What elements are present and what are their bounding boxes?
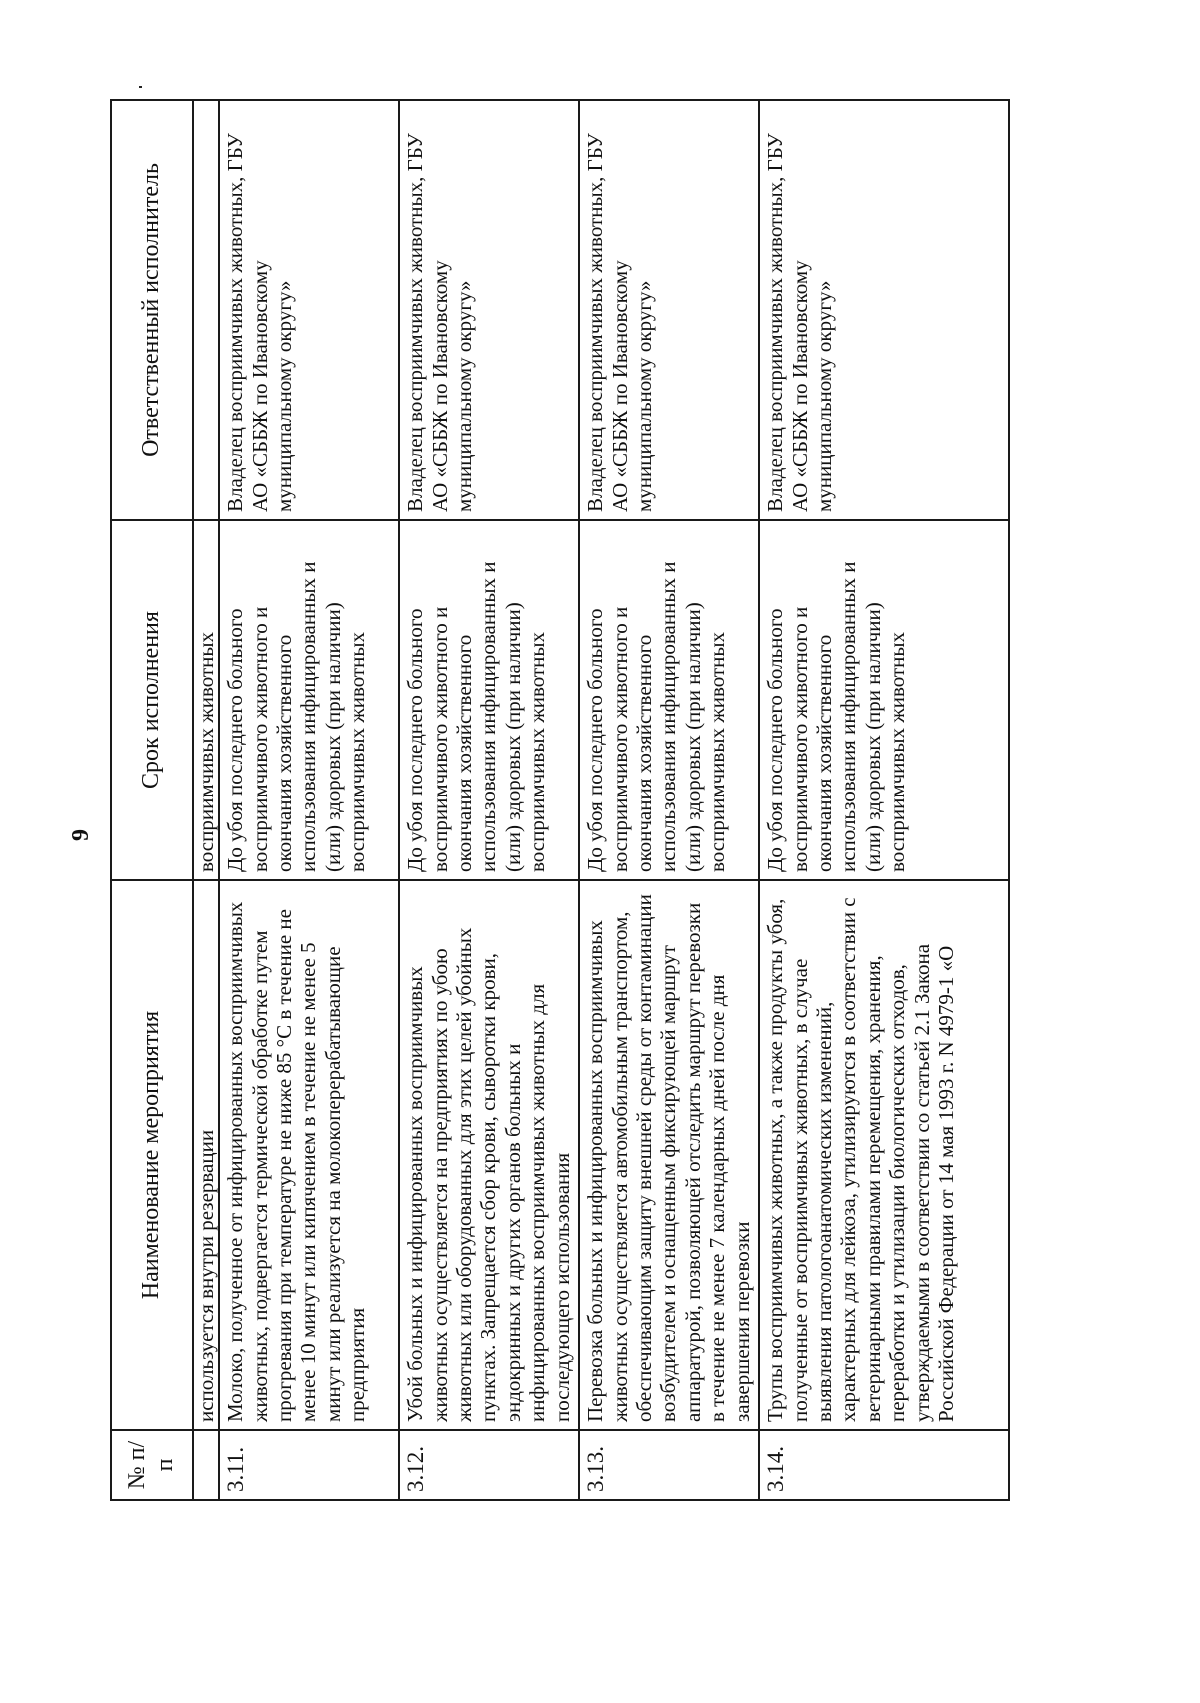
page-number: 9 — [68, 829, 94, 841]
cell-number: 3.11. — [219, 1430, 399, 1500]
table-row — [219, 100, 399, 1500]
table-row-continuation — [193, 100, 219, 1500]
table-header-row — [111, 100, 193, 1500]
cell-term: До убоя последнего больного восприимчивого животного и окончания хозяйственного использования инфицированных и (или) здоровых (при наличии) восприимчивых животных — [759, 520, 1009, 880]
cell-number: 3.13. — [579, 1430, 759, 1500]
cell-term: До убоя последнего больного восприимчивого животного и окончания хозяйственного использования инфицированных и (или) здоровых (при наличии) восприимчивых животных — [579, 520, 759, 880]
cell-name: Трупы восприимчивых животных, а также продукты убоя, полученные от восприимчивых животных, в случае выявления патологоанатомических изменений, характерных для лейкоза, утилизируются в соответствии с ветеринарными правилами перемещения, хранения, переработки и утилизации биологических отходов, утверждаемыми в соответствии со статьей 2.1 Закона Российской Федерации от 14 мая 1993 г. N 4979-1 «О — [759, 880, 1009, 1430]
cell-name: Перевозка больных и инфицированных восприимчивых животных осуществляется автомобильным транспортом, обеспечивающим защиту внешней среды от контаминации возбудителем и оснащенным фиксирующей маршрут аппаратурой, позволяющей отследить маршрут перевозки в течение не менее 7 календарных дней после дня завершения перевозки — [579, 880, 759, 1430]
cell-term: До убоя последнего больного восприимчивого животного и окончания хозяйственного использования инфицированных и (или) здоровых (при наличии) восприимчивых животных — [219, 520, 399, 880]
cell-term: восприимчивых животных — [193, 520, 219, 880]
cell-name: Убой больных и инфицированных восприимчивых животных осуществляется на предприятиях по убою животных или оборудованных для этих целей убойных пунктах. Запрещается сбор крови, сыворотки крови, эндокринных и других органов больных и инфицированных восприимчивых животных для последующего использования — [399, 880, 579, 1430]
cell-responsible — [193, 100, 219, 520]
header-name: Наименование мероприятия — [111, 880, 193, 1430]
rotated-page — [68, 101, 1010, 1501]
measures-table — [110, 99, 1010, 1501]
cell-responsible: Владелец восприимчивых животных, ГБУ АО «СББЖ по Ивановскому муниципальному округу» — [579, 100, 759, 520]
header-number: № п/п — [111, 1430, 193, 1500]
cell-responsible: Владелец восприимчивых животных, ГБУ АО «СББЖ по Ивановскому муниципальному округу» — [759, 100, 1009, 520]
cell-term: До убоя последнего больного восприимчивого животного и окончания хозяйственного использования инфицированных и (или) здоровых (при наличии) восприимчивых животных — [399, 520, 579, 880]
cell-number: 3.12. — [399, 1430, 579, 1500]
header-term: Срок исполнения — [111, 520, 193, 880]
cell-name: Молоко, полученное от инфицированных восприимчивых животных, подвергается термической обработке путем прогревания при температуре не ниже 85 °С в течение не менее 10 минут или кипячением в течение не менее 5 минут или реализуется на молокоперерабатывающие предприятия — [219, 880, 399, 1430]
table-row — [759, 100, 1009, 1500]
table-row — [579, 100, 759, 1500]
cell-number — [193, 1430, 219, 1500]
cell-name: используется внутри резервации — [193, 880, 219, 1430]
header-responsible: Ответственный исполнитель — [111, 100, 193, 520]
table-row — [399, 100, 579, 1500]
cell-responsible: Владелец восприимчивых животных, ГБУ АО «СББЖ по Ивановскому муниципальному округу» — [219, 100, 399, 520]
scan-speck — [139, 86, 142, 88]
cell-responsible: Владелец восприимчивых животных, ГБУ АО «СББЖ по Ивановскому муниципальному округу» — [399, 100, 579, 520]
cell-number: 3.14. — [759, 1430, 1009, 1500]
